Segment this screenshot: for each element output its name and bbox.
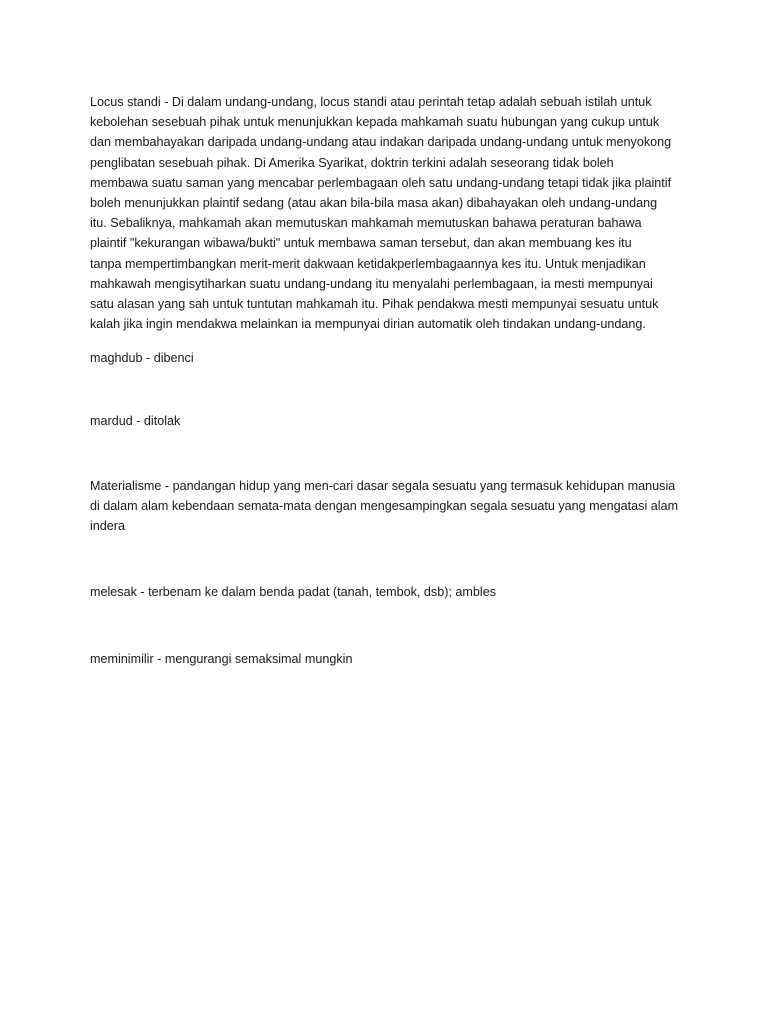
entry-mardud: mardud - ditolak xyxy=(90,414,181,428)
entry-melesak: melesak - terbenam ke dalam benda padat (tanah, tembok, dsb); ambles xyxy=(90,585,497,599)
entry-meminimilir: meminimilir - mengurangi semaksimal mungkin xyxy=(90,652,353,666)
entry-materialisme: Materialisme - pandangan hidup yang men-cari dasar segala sesuatu yang termasuk kehidupan manusia di dalam alam kebendaan semata-mata dengan mengesampingkan segala sesuatu yang mengatasi alam indera xyxy=(90,479,679,534)
entry-maghdub: maghdub - dibenci xyxy=(90,351,194,365)
entry-locus-standi: Locus standi - Di dalam undang-undang, locus standi atau perintah tetap adalah sebuah istilah untuk kebolehan sesebuah pihak untuk menunjukkan kepada mahkamah suatu hubungan yang cukup untuk dan membahayakan daripada undang-undang atau indakan daripada undang-undang untuk menyokong penglibatan sesebuah pihak. Di Amerika Syarikat, doktrin terkini adalah seseorang tidak boleh membawa suatu saman yang mencabar perlembagaan oleh satu undang-undang tetapi tidak jika plaintif boleh menunjukkan plaintif sedang (atau akan bila-bila masa akan) dibahayakan oleh undang-undang itu. Sebaliknya, mahkamah akan memutuskan mahkamah memutuskan bahawa peraturan bahawa plaintif "kekurangan wibawa/bukti" untuk membawa saman tersebut, dan akan membuang kes itu tanpa mempertimbangkan merit-merit dakwaan ketidakperlembagaannya kes itu. Untuk menjadikan mahkawah mengisytiharkan suatu undang-undang itu menyalahi perlembagaan, ia mesti mempunyai satu alasan yang sah untuk tuntutan mahkamah itu. Pihak pendakwa mesti mempunyai sesuatu untuk kalah jika ingin mendakwa melainkan ia mempunyai dirian automatik oleh tindakan undang-undang. xyxy=(90,95,672,332)
